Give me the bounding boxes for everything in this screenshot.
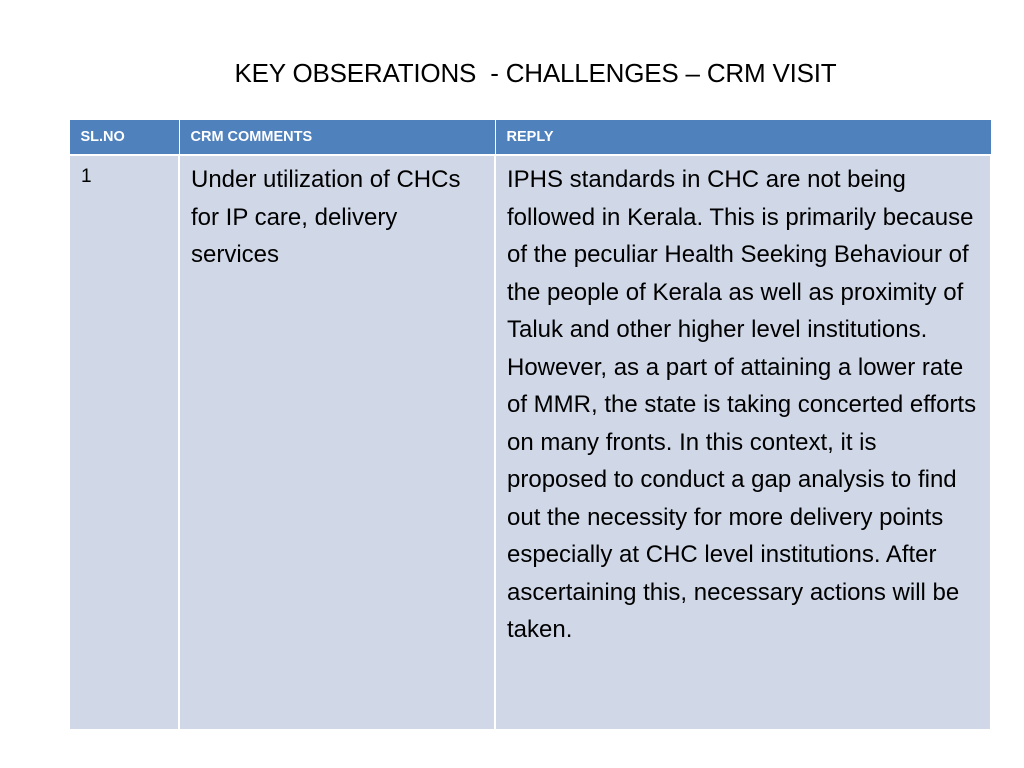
observations-table [68, 119, 992, 731]
cell-reply: IPHS standards in CHC are not being followed in Kerala. This is primarily because of the peculiar Health Seeking Behaviour of the people of Kerala as well as proximity of Taluk and other higher level institutions. However, as a part of attaining a lower rate of MMR, the state is taking concerted efforts on many fronts. In this context, it is proposed to conduct a gap analysis to find out the necessity for more delivery points especially at CHC level institutions. After ascertaining this, necessary actions will be taken. [495, 155, 991, 730]
cell-slno: 1 [69, 155, 179, 730]
slide-title: KEY OBSERATIONS - CHALLENGES – CRM VISIT [234, 58, 837, 88]
cell-crm-comment: Under utilization of CHCs for IP care, delivery services [179, 155, 495, 730]
header-reply: REPLY [495, 120, 991, 156]
table-row [69, 155, 991, 730]
observations-table-container [68, 119, 992, 731]
header-crm-comments: CRM COMMENTS [179, 120, 495, 156]
table-header-row [69, 120, 991, 156]
header-slno: SL.NO [69, 120, 179, 156]
